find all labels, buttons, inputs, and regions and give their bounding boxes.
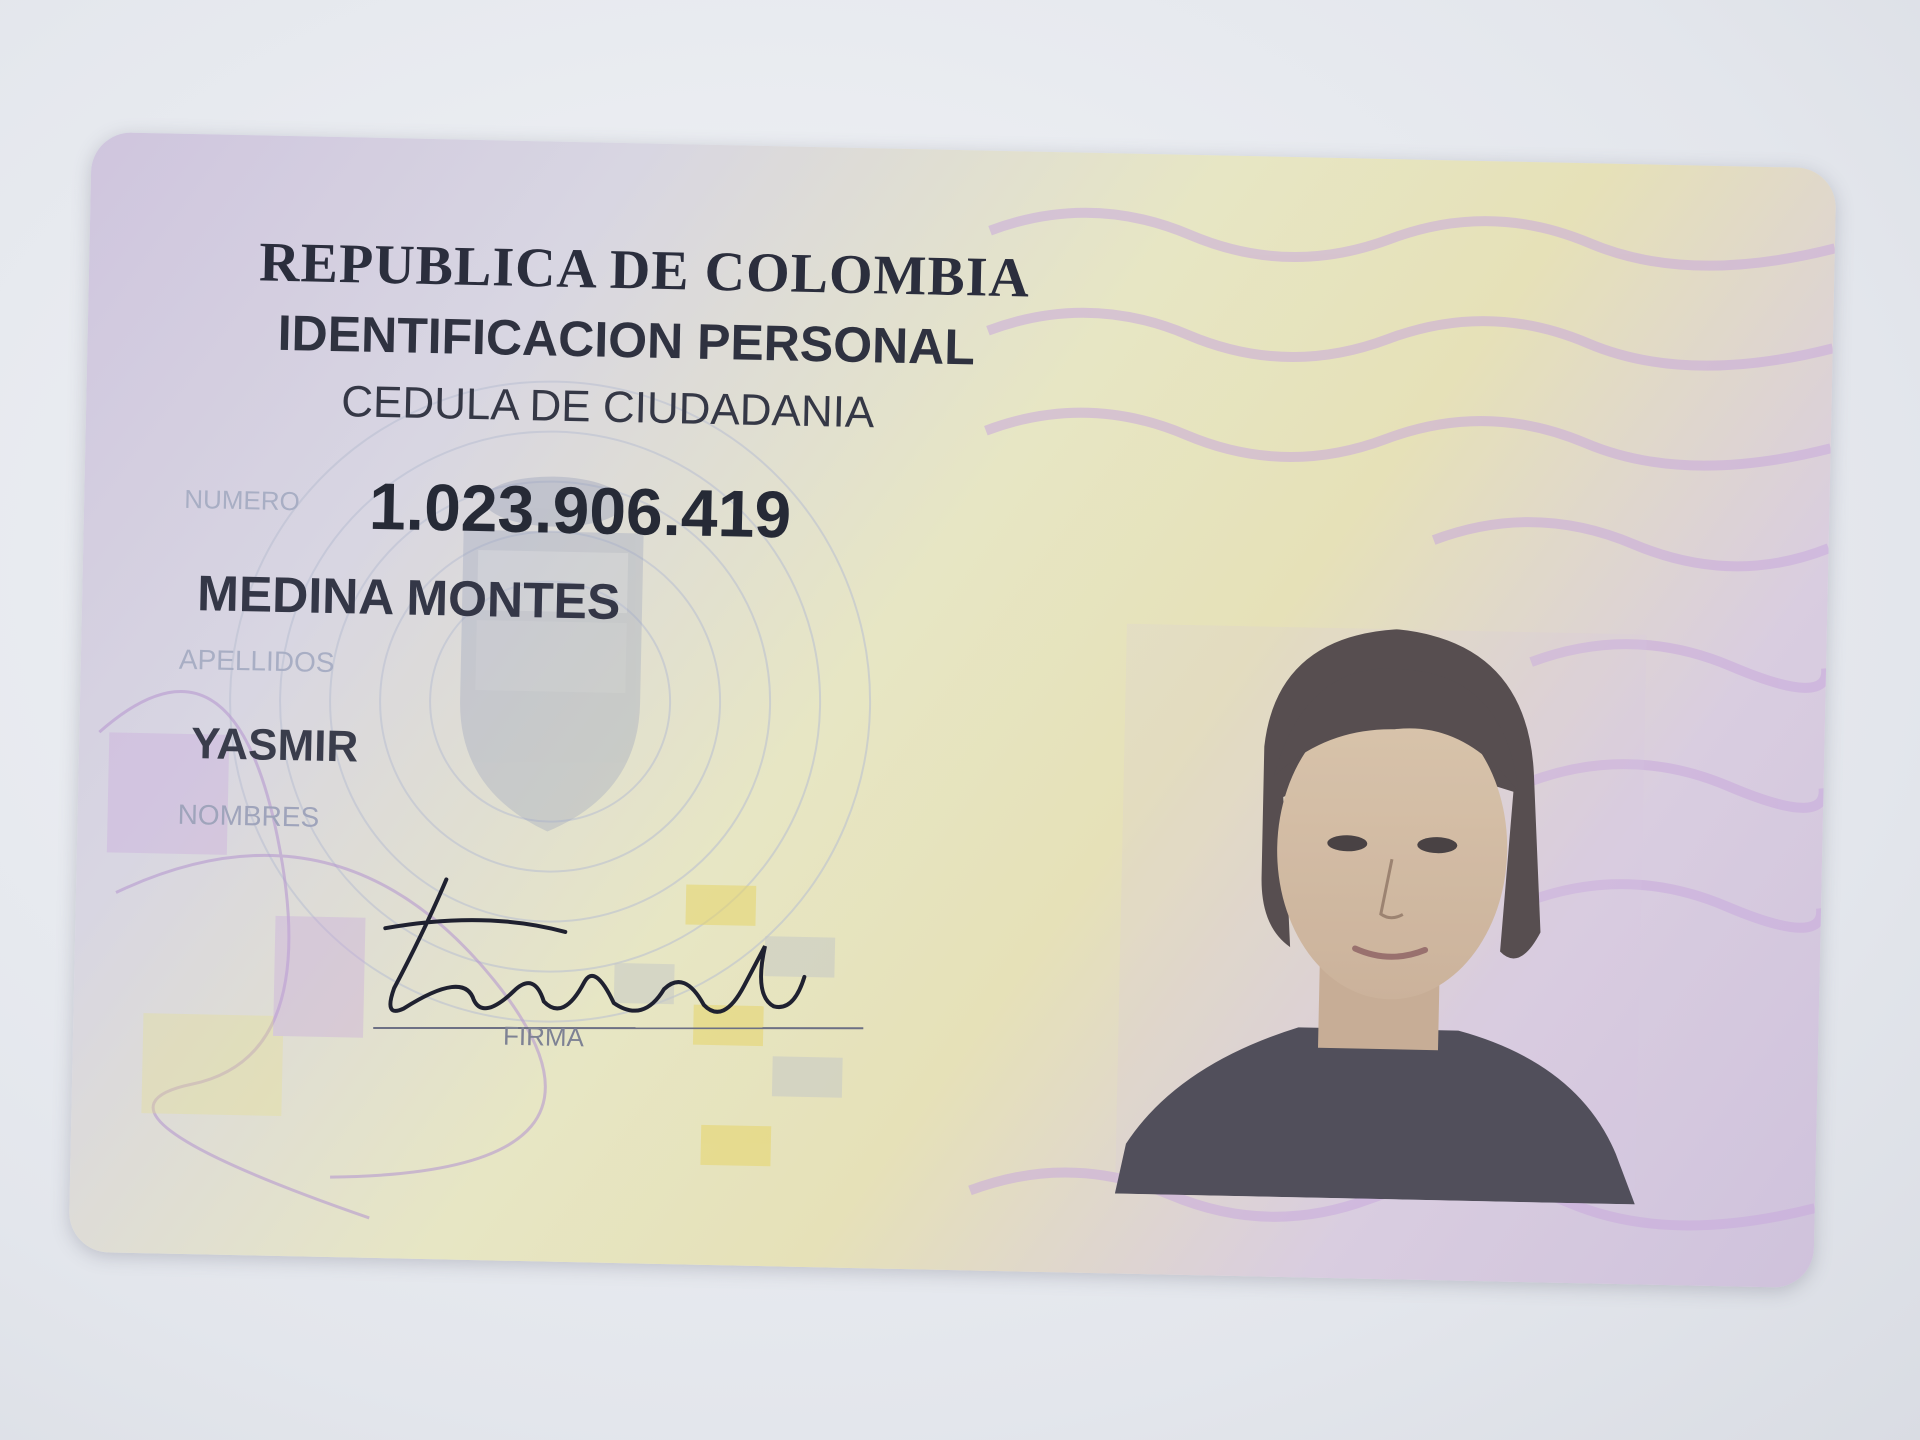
signature — [323, 867, 887, 1059]
document-subtitle: CEDULA DE CIUDADANIA — [340, 377, 875, 438]
nombres-label: NOMBRES — [177, 798, 320, 833]
country-title: REPUBLICA DE COLOMBIA — [258, 231, 1031, 310]
apellidos-value: MEDINA MONTES — [196, 565, 621, 631]
nombres-value: YASMIR — [190, 719, 359, 772]
apellidos-label: APELLIDOS — [178, 643, 335, 679]
holder-photo — [1115, 624, 1647, 1205]
firma-label: FIRMA — [502, 1020, 585, 1053]
id-card — [68, 132, 1836, 1288]
document-type-title: IDENTIFICACION PERSONAL — [277, 304, 976, 376]
numero-label: NUMERO — [183, 483, 301, 517]
numero-value: 1.023.906.419 — [368, 468, 792, 552]
